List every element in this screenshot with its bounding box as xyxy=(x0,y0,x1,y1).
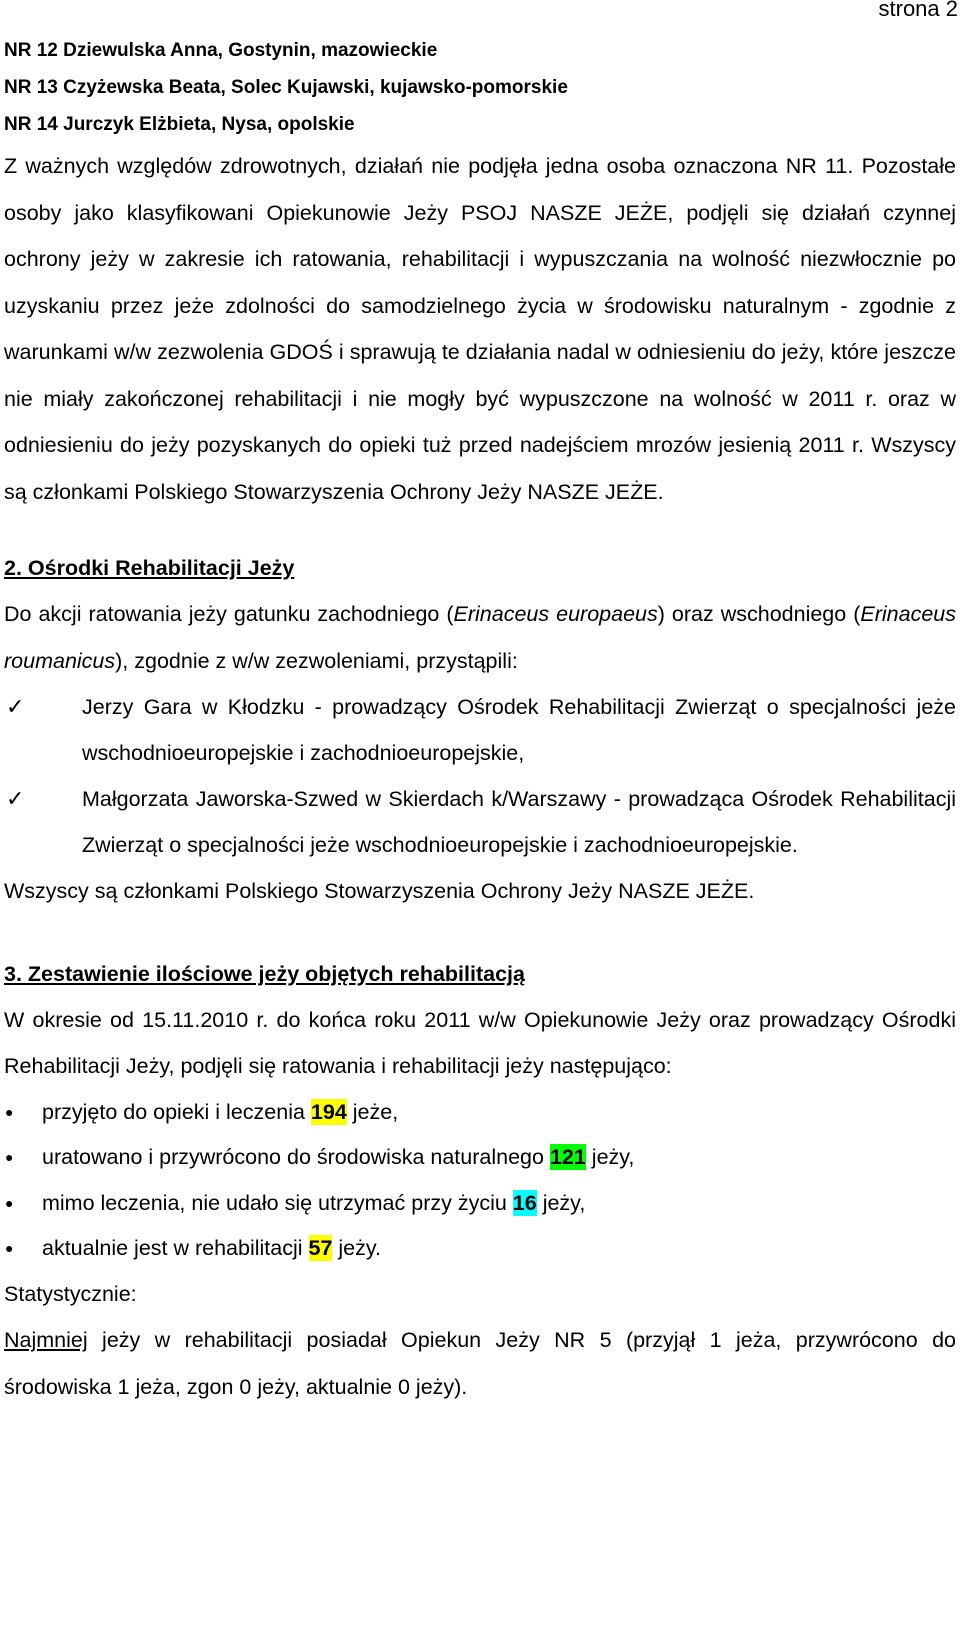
rehab-center-list xyxy=(4,684,956,868)
least-label: Najmniej xyxy=(4,1328,88,1352)
species-name: Erinaceus roumanicus xyxy=(4,602,956,673)
list-item: ● przyjęto do opieki i leczenia 194 jeże, xyxy=(4,1090,956,1136)
list-item: ✓ Jerzy Gara w Kłodzku - prowadzący Ośrodek Rehabilitacji Zwierząt o specjalności jeże wschodnioeuropejskie i zachodnioeuropejskie, xyxy=(4,684,956,776)
section-2-closing: Wszyscy są członkami Polskiego Stowarzyszenia Ochrony Jeży NASZE JEŻE. xyxy=(4,879,755,903)
list-item: ✓ Małgorzata Jaworska-Szwed w Skierdach k/Warszawy - prowadząca Ośrodek Rehabilitacji Zwierząt o specjalności jeże wschodnioeuropejskie i zachodnioeuropejskie. xyxy=(4,776,956,868)
member-line: NR 12 Dziewulska Anna, Gostynin, mazowieckie xyxy=(4,40,438,61)
member-line: NR 14 Jurczyk Elżbieta, Nysa, opolskie xyxy=(4,114,355,135)
stats-label: Statystycznie: xyxy=(4,1281,137,1306)
page-content xyxy=(4,32,956,1410)
section-3-heading: 3. Zestawienie ilościowe jeży objętych rehabilitacją xyxy=(4,961,525,986)
member-list xyxy=(4,32,956,143)
checkmark-icon: ✓ xyxy=(6,786,25,811)
list-item: ● uratowano i przywrócono do środowiska naturalnego 121 jeży, xyxy=(4,1135,956,1181)
bullet-icon: ● xyxy=(5,1149,14,1165)
stats-list xyxy=(4,1090,956,1272)
page-number: strona 2 xyxy=(878,0,958,21)
highlighted-count: 57 xyxy=(308,1236,333,1260)
list-item: ● mimo leczenia, nie udało się utrzymać przy życiu 16 jeży, xyxy=(4,1181,956,1227)
bullet-icon: ● xyxy=(5,1194,14,1211)
species-name: Erinaceus europaeus xyxy=(453,602,658,626)
bullet-icon: ● xyxy=(5,1103,14,1120)
section-2-heading: 2. Ośrodki Rehabilitacji Jeży xyxy=(4,556,295,580)
highlighted-count: 194 xyxy=(310,1099,347,1124)
least-paragraph: Najmniej jeży w rehabilitacji posiadał Opiekun Jeży NR 5 (przyjął 1 jeża, przywrócono do środowiska 1 jeża, zgon 0 jeży, aktualnie 0 jeży). xyxy=(4,1328,956,1399)
list-item: ● aktualnie jest w rehabilitacji 57 jeży. xyxy=(4,1226,956,1272)
checkmark-icon: ✓ xyxy=(6,694,25,719)
section-3-intro: W okresie od 15.11.2010 r. do końca roku 2011 w/w Opiekunowie Jeży oraz prowadzący Ośrodki Rehabilitacji Jeży, podjęli się ratowania i rehabilitacji jeży następująco: xyxy=(4,1007,956,1078)
highlighted-count: 16 xyxy=(512,1190,537,1215)
highlighted-count: 121 xyxy=(549,1145,586,1169)
member-line: NR 13 Czyżewska Beata, Solec Kujawski, kujawsko-pomorskie xyxy=(4,77,568,98)
bullet-icon: ● xyxy=(5,1240,14,1256)
section-2-intro: Do akcji ratowania jeży gatunku zachodniego (Erinaceus europaeus) oraz wschodniego (Erinaceus roumanicus), zgodnie z w/w zezwoleniami, przystąpili: xyxy=(4,602,956,673)
intro-paragraph: Z ważnych względów zdrowotnych, działań nie podjęła jedna osoba oznaczona NR 11. Pozostałe osoby jako klasyfikowani Opiekunowie Jeży PSOJ NASZE JEŻE, podjęli się działań czynnej ochrony jeży w zakresie ich ratowania, rehabilitacji i wypuszczania na wolność niezwłocznie po uzyskaniu przez jeże zdolności do samodzielnego życia w środowisku naturalnym - zgodnie z warunkami w/w zezwolenia GDOŚ i sprawują te działania nadal w odniesieniu do jeży, które jeszcze nie miały zakończonej rehabilitacji i nie mogły być wypuszczone na wolność w 2011 r. oraz w odniesieniu do jeży pozyskanych do opieki tuż przed nadejściem mrozów jesienią 2011 r. Wszyscy są członkami Polskiego Stowarzyszenia Ochrony Jeży NASZE JEŻE. xyxy=(4,154,956,504)
